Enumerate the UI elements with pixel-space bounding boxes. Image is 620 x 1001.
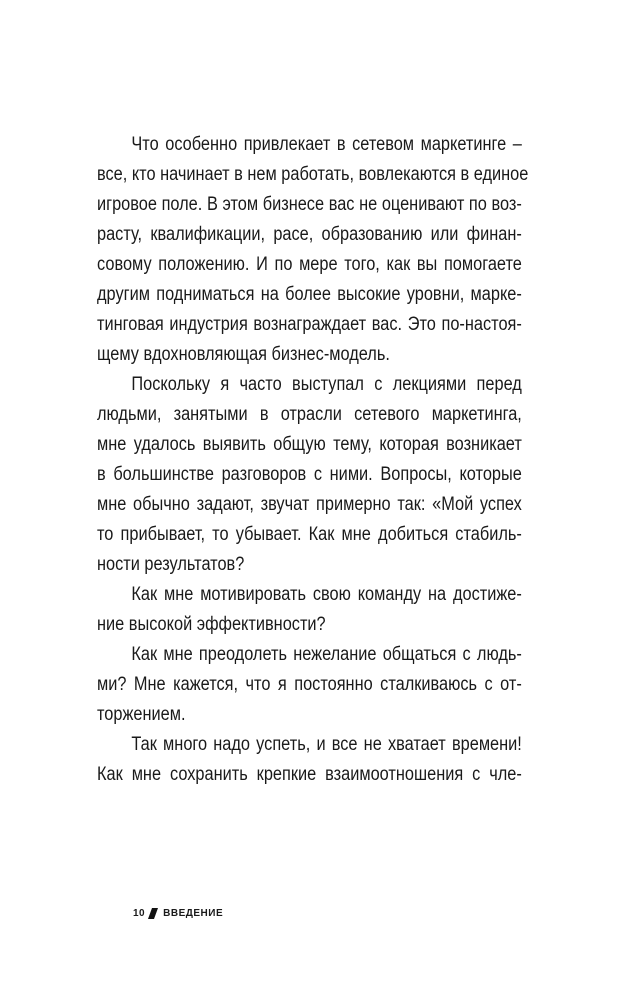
- text-line: другим подниматься на более высокие уровни, марке-: [97, 284, 522, 305]
- text-line: Как мне сохранить крепкие взаимоотношения с чле-: [97, 764, 522, 785]
- text-line: мне удалось выявить общую тему, которая возникает: [97, 434, 522, 455]
- text-line: расту, квалификации, расе, образованию или финан-: [97, 224, 522, 245]
- text-line: то прибывает, то убывает. Как мне добиться стабиль-: [97, 524, 522, 545]
- text-line: в большинстве разговоров с ними. Вопросы, которые: [97, 464, 522, 485]
- text-line: щему вдохновляющая бизнес-модель.: [97, 344, 390, 365]
- text-line: мне обычно задают, звучат примерно так: «Мой успех: [97, 494, 522, 515]
- text-line: Как мне преодолеть нежелание общаться с людь-: [131, 644, 522, 665]
- text-line: Поскольку я часто выступал с лекциями перед: [131, 374, 522, 395]
- text-line: совому положению. И по мере того, как вы помогаете: [97, 254, 522, 275]
- slash-icon: [148, 908, 158, 919]
- page-number: 10: [133, 908, 146, 919]
- text-line: тинговая индустрия вознаграждает вас. Это по-настоя-: [97, 314, 522, 335]
- text-line: людьми, занятыми в отрасли сетевого маркетинга,: [97, 404, 522, 425]
- body-text: [97, 130, 591, 790]
- text-line: ние высокой эффективности?: [97, 614, 326, 635]
- text-line: Так много надо успеть, и все не хватает времени!: [131, 734, 522, 755]
- text-line: ности результатов?: [97, 554, 245, 575]
- text-line: Как мне мотивировать свою команду на достиже-: [131, 584, 522, 605]
- text-line: ми? Мне кажется, что я постоянно сталкиваюсь с от-: [97, 674, 522, 695]
- text-line: торжением.: [97, 704, 186, 725]
- section-title: ВВЕДЕНИЕ: [163, 908, 224, 919]
- text-line: игровое поле. В этом бизнесе вас не оценивают по воз-: [97, 194, 522, 215]
- text-line: Что особенно привлекает в сетевом маркетинге –: [131, 134, 522, 155]
- text-line: все, кто начинает в нем работать, вовлекаются в единое: [97, 164, 529, 185]
- page-footer: [133, 908, 223, 919]
